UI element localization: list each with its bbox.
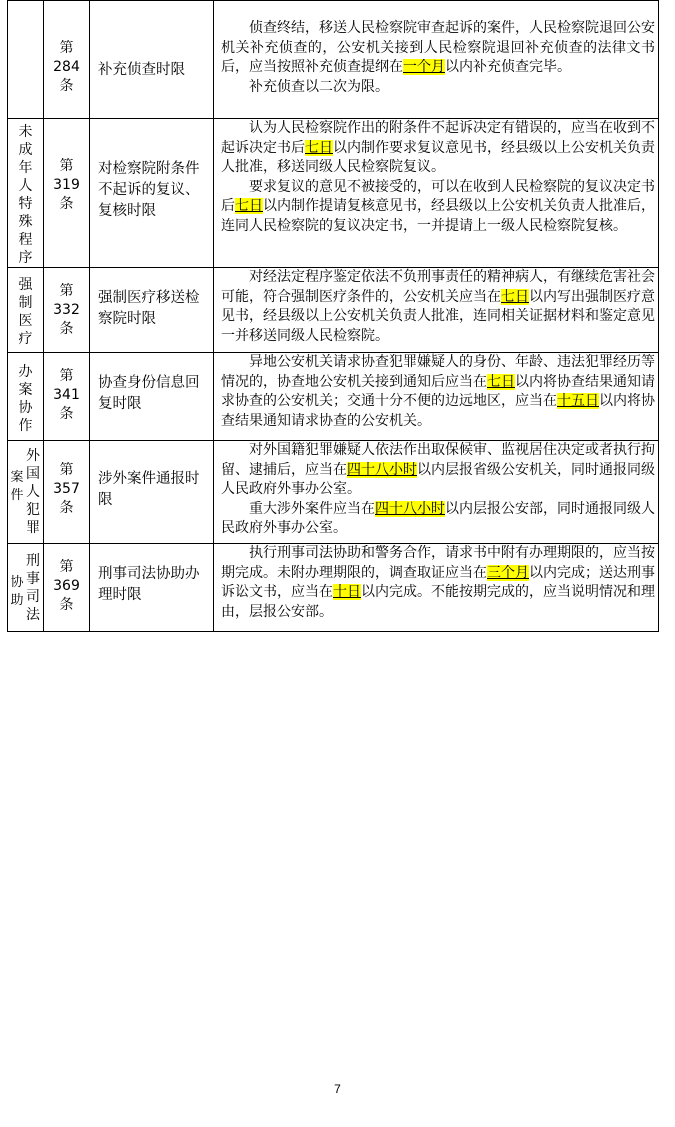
content-paragraph xyxy=(221,268,655,346)
content-paragraph xyxy=(221,500,655,539)
article-cell xyxy=(44,441,90,544)
content-cell xyxy=(214,1,659,119)
text-run: 以内写出强制医疗意见书，经县级以上公安机关负责人批准，连同相关证据材料和鉴定意见一并移送同级人民检察院。 xyxy=(221,288,655,344)
rule-name: 强制医疗移送检察院时限 xyxy=(98,290,200,327)
article-suffix: 条 xyxy=(59,321,74,337)
highlighted-time-limit: 四十八小时 xyxy=(375,500,445,517)
table-row xyxy=(8,1,659,119)
article-prefix: 第 xyxy=(59,462,74,478)
article-suffix: 条 xyxy=(59,78,74,94)
content-paragraph xyxy=(221,178,655,237)
name-cell xyxy=(90,353,214,441)
article-prefix: 第 xyxy=(59,283,74,299)
rule-name: 涉外案件通报时限 xyxy=(98,471,200,508)
content-paragraph xyxy=(221,544,655,622)
article-prefix: 第 xyxy=(59,158,74,174)
text-run: 以内完成。不能按期完成的，应当说明情况和理由，层报公安部。 xyxy=(221,584,655,620)
content-cell xyxy=(214,353,659,441)
content-paragraph xyxy=(221,441,655,500)
article-suffix: 条 xyxy=(59,500,74,516)
text-run: 以内完成；送达刑事诉讼文书，应当在 xyxy=(221,564,655,600)
category-label: 刑事司法 xyxy=(26,553,40,623)
table-row xyxy=(8,268,659,353)
category-label-part: 协助 xyxy=(10,575,24,608)
rule-name: 补充侦查时限 xyxy=(98,62,185,78)
article-number: 369 xyxy=(53,578,80,594)
text-run: 异地公安机关请求协查犯罪嫌疑人的身份、年龄、违法犯罪经历等情况的，协查地公安机关接到通知后应当在 xyxy=(221,354,655,390)
highlighted-time-limit: 七日 xyxy=(487,373,515,390)
rule-name: 刑事司法协助办理时限 xyxy=(98,566,200,603)
text-run: 要求复议的意见不被接受的，可以在收到人民检察院的复议决定书后 xyxy=(221,178,655,214)
category-label: 未成年人特殊程序 xyxy=(18,124,33,266)
content-cell xyxy=(214,119,659,268)
name-cell xyxy=(90,544,214,632)
table-row xyxy=(8,353,659,441)
article-number: 341 xyxy=(53,387,80,403)
rule-name: 协查身份信息回复时限 xyxy=(98,375,200,412)
content-cell xyxy=(214,268,659,353)
text-run: 以内层报省级公安机关，同时通报同级人民政府外事办公室。 xyxy=(221,461,655,497)
text-run: 以内将协查结果通知请求协查的公安机关；交通十分不便的边远地区，应当在 xyxy=(221,373,655,409)
text-run: 对外国籍犯罪嫌疑人依法作出取保候审、监视居住决定或者执行拘留、逮捕后，应当在 xyxy=(221,442,655,478)
time-limit-table xyxy=(7,0,659,632)
highlighted-time-limit: 十五日 xyxy=(557,393,599,409)
article-number: 319 xyxy=(53,177,80,193)
category-cell xyxy=(8,441,44,544)
name-cell xyxy=(90,1,214,119)
category-label: 外国人犯罪 xyxy=(26,448,40,536)
article-prefix: 第 xyxy=(59,368,74,384)
highlighted-time-limit: 十日 xyxy=(333,584,361,600)
text-run: 重大涉外案件应当在 xyxy=(249,500,375,517)
rule-name: 对检察院附条件不起诉的复议、复核时限 xyxy=(98,161,200,219)
article-suffix: 条 xyxy=(59,597,74,613)
article-cell xyxy=(44,1,90,119)
text-run: 认为人民检察院作出的附条件不起诉决定有错误的，应当在收到不起诉决定书后 xyxy=(221,120,655,156)
name-cell xyxy=(90,268,214,353)
name-cell xyxy=(90,441,214,544)
category-cell xyxy=(8,353,44,441)
text-run: 以内制作要求复议意见书，经县级以上公安机关负责人批准，移送同级人民检察院复议。 xyxy=(221,139,655,175)
article-cell xyxy=(44,268,90,353)
article-suffix: 条 xyxy=(59,406,74,422)
content-paragraph xyxy=(221,353,655,431)
article-cell xyxy=(44,119,90,268)
highlighted-time-limit: 七日 xyxy=(235,198,263,214)
category-cell xyxy=(8,544,44,632)
content-paragraph: 补充侦查以二次为限。 xyxy=(249,78,389,95)
highlighted-time-limit: 四十八小时 xyxy=(347,461,417,478)
category-cell xyxy=(8,119,44,268)
name-cell xyxy=(90,119,214,268)
article-cell xyxy=(44,544,90,632)
text-run: 执行刑事司法协助和警务合作，请求书中附有办理期限的，应当按期完成。未附办理期限的，调查取证应当在 xyxy=(221,545,655,581)
table-row xyxy=(8,441,659,544)
text-run: 以内补充侦查完毕。 xyxy=(445,59,571,75)
text-run: 对经法定程序鉴定依法不负刑事责任的精神病人，有继续危害社会可能，符合强制医疗条件的，公安机关应当在 xyxy=(221,269,655,305)
category-label: 办案协作 xyxy=(18,364,33,434)
content-cell xyxy=(214,441,659,544)
content-cell xyxy=(214,544,659,632)
article-prefix: 第 xyxy=(59,559,74,575)
table-row xyxy=(8,119,659,268)
article-number: 357 xyxy=(53,481,80,497)
article-suffix: 条 xyxy=(59,196,74,212)
article-number: 332 xyxy=(53,302,80,318)
highlighted-time-limit: 三个月 xyxy=(487,564,529,581)
text-run: 以内层报公安部，同时通报同级人民政府外事办公室。 xyxy=(221,500,655,536)
article-cell xyxy=(44,353,90,441)
text-run: 以内制作提请复核意见书，经县级以上公安机关负责人批准后，连同人民检察院的复议决定书，一并提请上一级人民检察院复核。 xyxy=(221,198,655,234)
category-label-part: 案件 xyxy=(10,470,24,503)
text-run: 侦查终结，移送人民检察院审查起诉的案件，人民检察院退回公安机关补充侦查的，公安机关接到人民检察院退回补充侦查的法律文书后，应当按照补充侦查提纲在 xyxy=(221,20,655,75)
category-cell xyxy=(8,268,44,353)
content-paragraph xyxy=(221,1,655,78)
table-row xyxy=(8,544,659,632)
highlighted-time-limit: 七日 xyxy=(501,288,529,305)
text-run: 以内将协查结果通知请求协查的公安机关。 xyxy=(221,393,655,429)
page-number: 7 xyxy=(334,1082,341,1096)
category-cell xyxy=(8,1,44,119)
highlighted-time-limit: 一个月 xyxy=(403,59,445,75)
regulation-table-container xyxy=(7,0,659,632)
article-prefix: 第 xyxy=(59,40,74,56)
article-number: 284 xyxy=(53,59,80,75)
category-label: 强制医疗 xyxy=(18,277,33,347)
highlighted-time-limit: 七日 xyxy=(305,139,333,156)
content-paragraph xyxy=(221,119,655,178)
